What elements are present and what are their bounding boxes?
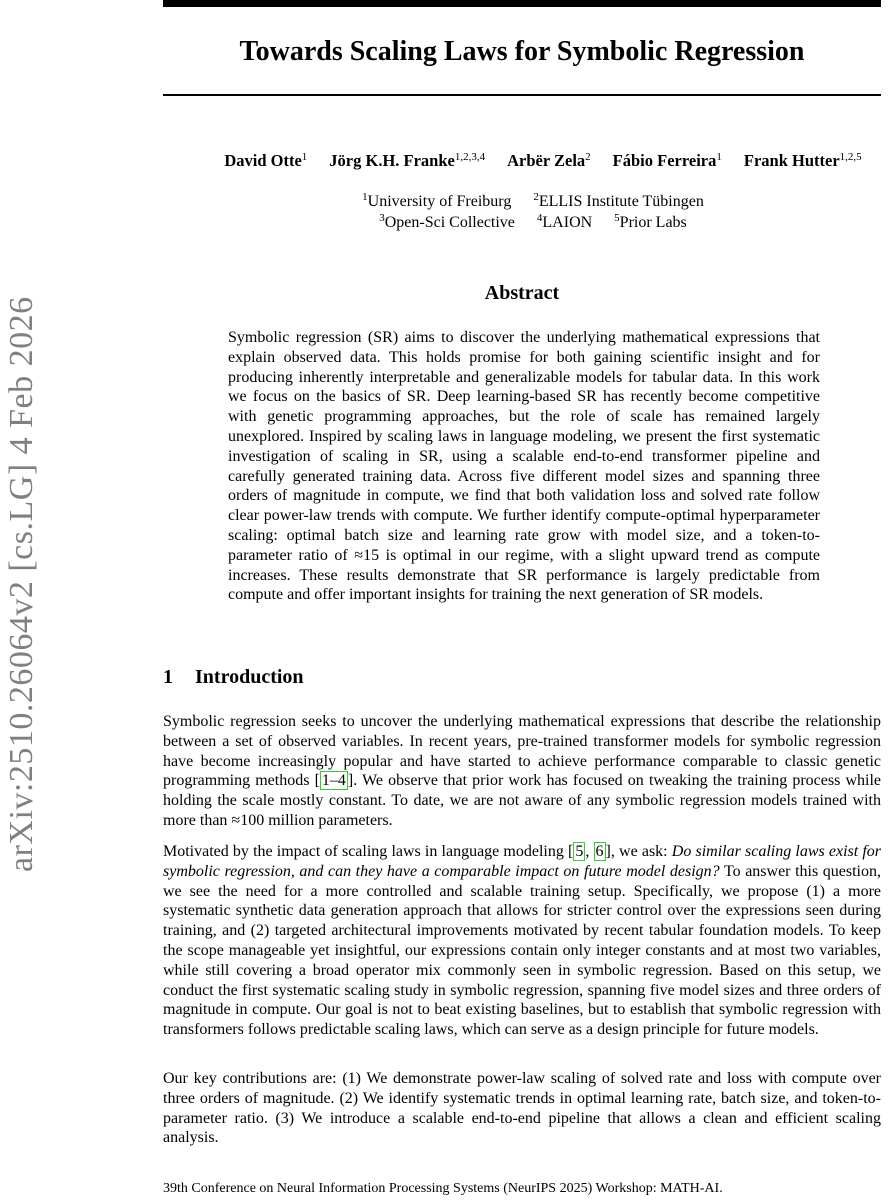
conference-footer: 39th Conference on Neural Information Processing Systems (NeurIPS 2025) Workshop: MATH-AI. [163,1181,723,1196]
arxiv-identifier: arXiv:2510.26064v2 [cs.LG] 4 Feb 2026 [3,296,40,872]
affiliation: $^5$Prior Labs [614,212,687,231]
section-heading [163,664,304,690]
author: Fábio Ferreira$^1$ [612,151,722,170]
intro-paragraph-3: Our key contributions are: (1) We demonstrate power-law scaling of solved rate and loss with compute over three orders of magnitude. (2) We identify systematic trends in optimal learning rate, batch size, and token-to-parameter ratio. (3) We introduce a scalable end-to-end pipeline that allows a clean and efficient scaling analysis. [163,1070,881,1147]
section-title: Introduction [195,666,304,688]
title-rule [163,94,881,96]
intro-paragraph-1: Symbolic regression seeks to uncover the underlying mathematical expressions that describe the relationship between a set of observed variables. In recent years, pre-trained transformer models for symbolic regression have become increasingly popular and have started to achieve performance comparable to classic genetic programming methods [ 1–4 ]. We observe that prior work has focused on tweaking the training process while holding the scale mostly constant. To date, we are not aware of any symbolic regression models trained with more than ≈100 million parameters. [163,713,881,829]
affiliation: $^2$ELLIS Institute Tübingen [533,191,704,210]
affiliation: $^3$Open-Sci Collective [379,212,515,231]
author-list [163,145,890,173]
section-number: 1 [163,666,173,688]
author: Arbër Zela$^2$ [507,151,591,170]
affiliation-line [163,207,890,234]
author: Jörg K.H. Franke$^{1,2,3,4}$ [329,151,486,170]
author: Frank Hutter$^{1,2,5}$ [743,151,862,170]
abstract-text: Symbolic regression (SR) aims to discover the underlying mathematical expressions that explain observed data. This holds promise for both gaining scientific insight and for producing inherently interpretable and generalizable models for tabular data. In this work we focus on the basics of SR. Deep learning-based SR has recently become competitive with genetic programming approaches, but the role of scale has remained largely unexplored. Inspired by scaling laws in language modeling, we present the first systematic investigation of scaling in SR, using a scalable end-to-end transformer pipeline and carefully generated training data. Across five different model sizes and spanning three orders of magnitude in compute, we find that both validation loss and solved rate follow clear power-law trends with compute. We further identify compute-optimal hyperparameter scaling: optimal batch size and learning rate grow with model size, and a token-to-parameter ratio of ≈15 is optimal in our regime, with a slight upward trend as compute increases. These results demonstrate that SR performance is largely predictable from compute and offer important insights for training the next generation of SR models. [228,329,820,604]
research-question: Do similar scaling laws exist for symbolic regression, and can they have a comparable impact on future model design? [163,843,882,880]
abstract-heading: Abstract [484,282,560,304]
citation-link[interactable]: 6 [595,843,604,860]
top-rule [163,0,881,7]
affiliation: $^1$University of Freiburg [362,191,512,210]
intro-paragraph-2: Motivated by the impact of scaling laws in language modeling [ 5 , 6 ], we ask: Do similar scaling laws exist for symbolic regression, and can they have a comparable impact on future model design? To answer this question, we see the need for a more controlled and scalable training setup. Specifically, we propose (1) a more systematic synthetic data generation approach that allows for stricter control over the expressions seen during training, and (2) targeted architectural improvements motivated by recent tabular foundation models. To keep the scope manageable yet insightful, our expressions contain only integer constants and at most two variables, while still covering a broad operator mix commonly seen in symbolic regression. Based on this setup, we conduct the first systematic scaling study in symbolic regression, spanning five model sizes and three orders of magnitude in compute. Our goal is not to beat existing baselines, but to establish that symbolic regression with transformers follows predictable scaling laws, which can serve as a design principle for future models. [163,843,882,1039]
author: David Otte$^1$ [224,151,308,170]
paper-title: Towards Scaling Laws for Symbolic Regression [239,36,805,67]
affiliation: $^4$LAION [536,212,593,231]
citation-link[interactable]: 1–4 [321,772,346,790]
citation-link[interactable]: 5 [575,843,584,860]
